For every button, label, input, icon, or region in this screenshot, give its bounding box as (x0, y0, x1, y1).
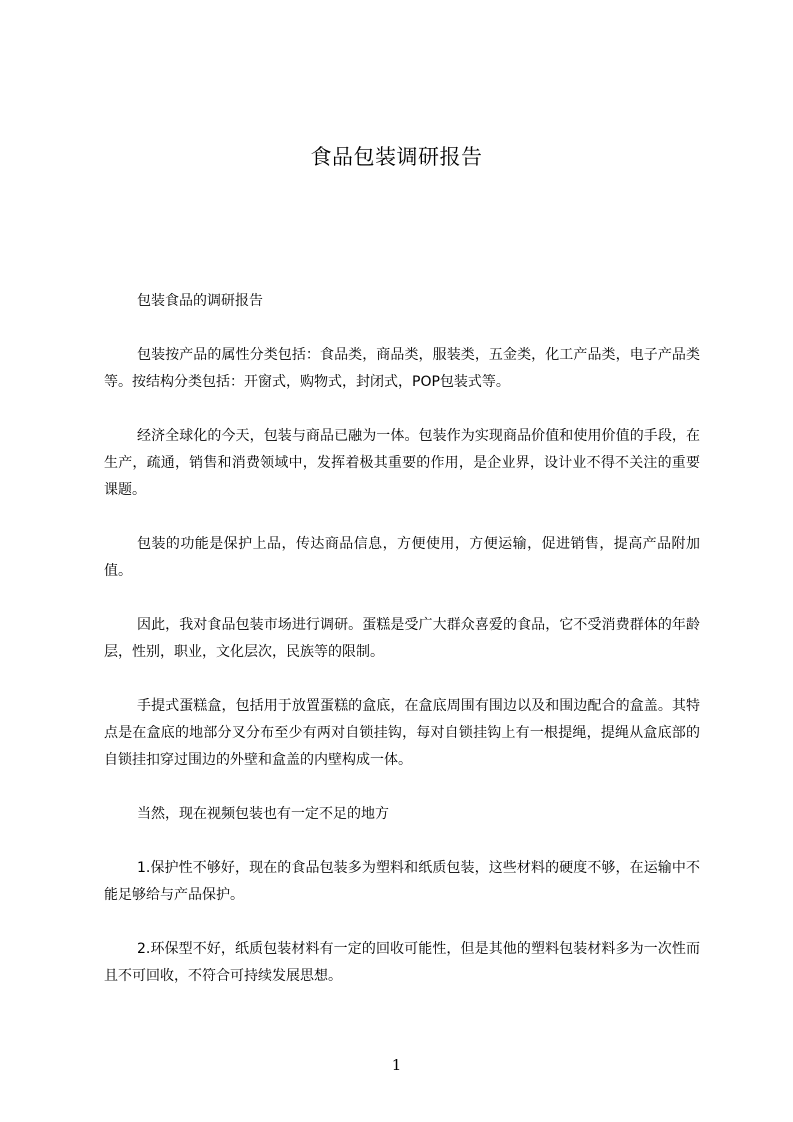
paragraph-shortcomings-intro: 当然，现在视频包装也有一定不足的地方 (137, 806, 389, 822)
document-body (104, 288, 700, 1017)
page-number: 1 (391, 1056, 402, 1074)
paragraph-shortcoming-1: 1.保护性不够好，现在的食品包装多为塑料和纸质包装，这些材料的硬度不够，在运输中不能足够给与产品保护。 (104, 860, 700, 903)
paragraph-packaging-function: 包装的功能是保护上品，传达商品信息，方便使用，方便运输，促进销售，提高产品附加值。 (104, 536, 700, 579)
report-subtitle: 包装食品的调研报告 (137, 293, 263, 309)
paragraph-shortcoming-2: 2.环保型不好，纸质包装材料有一定的回收可能性，但是其他的塑料包装材料多为一次性而且不可回收，不符合可持续发展思想。 (104, 941, 700, 984)
paragraph-cake-research: 因此，我对食品包装市场进行调研。蛋糕是受广大群众喜爱的食品，它不受消费群体的年龄层，性别，职业，文化层次，民族等的限制。 (104, 617, 700, 660)
document-title: 食品包装调研报告 (310, 145, 483, 169)
paragraph-packaging-classification: 包装按产品的属性分类包括：食品类，商品类，服装类，五金类，化工产品类，电子产品类等。按结构分类包括：开窗式，购物式，封闭式，POP包装式等。 (104, 347, 700, 390)
paragraph-cake-box: 手提式蛋糕盒，包括用于放置蛋糕的盒底，在盒底周围有围边以及和围边配合的盒盖。其特点是在盒底的地部分叉分布至少有两对自锁挂钩，每对自锁挂钩上有一根提绳，提绳从盒底部的自锁挂扣穿过围边的外壁和盒盖的内壁构成一体。 (104, 698, 700, 768)
paragraph-globalization: 经济全球化的今天，包装与商品已融为一体。包装作为实现商品价值和使用价值的手段，在生产，疏通，销售和消费领域中，发挥着极其重要的作用，是企业界，设计业不得不关注的重要课题。 (104, 428, 700, 498)
